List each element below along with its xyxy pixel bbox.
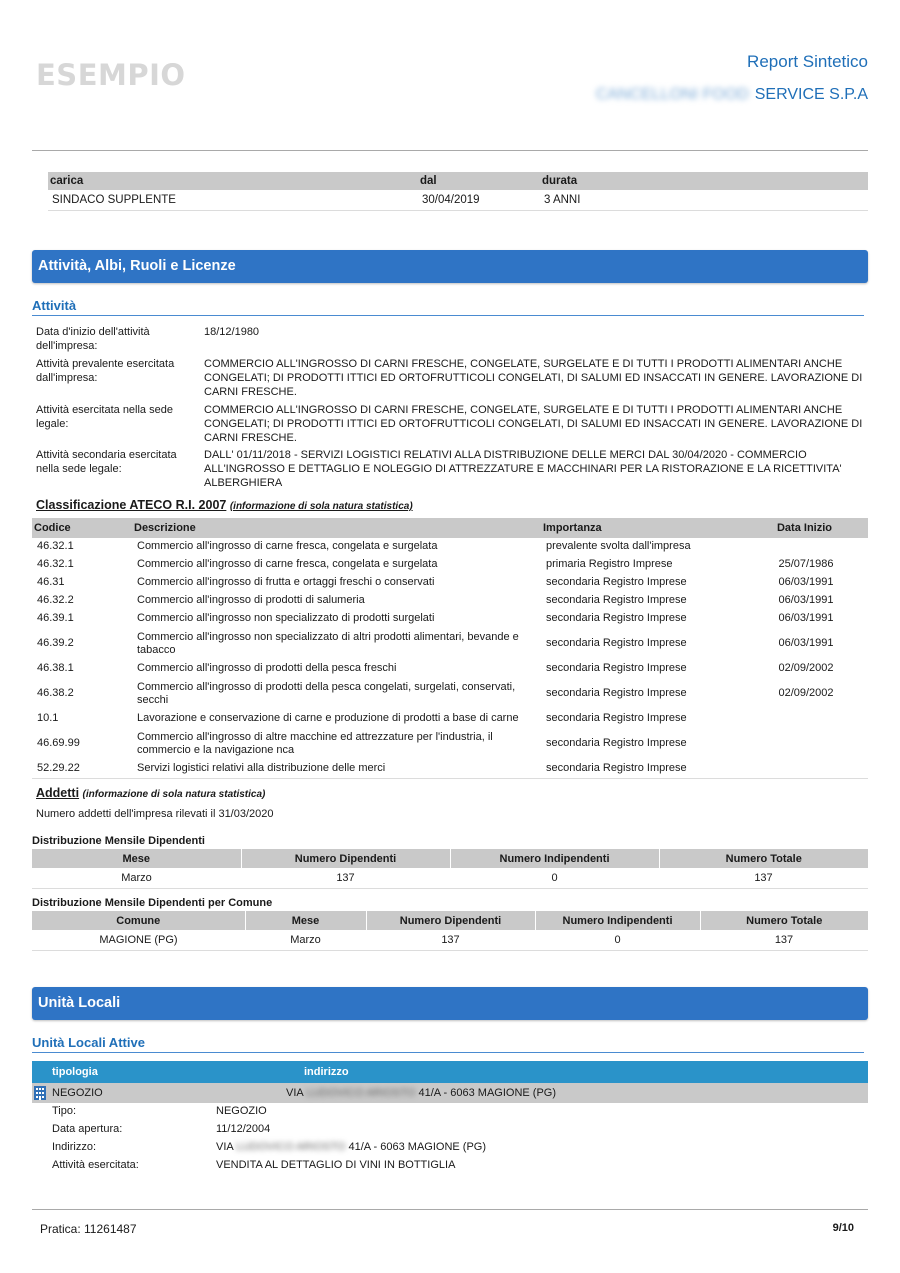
dipendenti-cell: 137 (366, 930, 535, 950)
table-row (32, 556, 868, 574)
codice-cell: 10.1 (37, 712, 59, 725)
descrizione-cell: Commercio all'ingrosso non specializzato di altri prodotti alimentari, bevande e tabacco (137, 630, 519, 656)
ateco-table-header (32, 518, 868, 538)
indipendenti-col-header: Numero Indipendenti (535, 911, 700, 930)
importanza-cell: primaria Registro Imprese (546, 558, 673, 571)
importanza-cell: secondaria Registro Imprese (546, 576, 687, 589)
indirizzo-value (216, 1141, 486, 1153)
table-row (32, 868, 868, 888)
codice-cell: 46.31 (37, 576, 65, 589)
comune-col-header: Comune (32, 911, 245, 930)
codice-cell: 46.38.1 (37, 662, 74, 675)
tipologia-col-header: tipologia (32, 1061, 284, 1083)
codice-cell: 46.32.1 (37, 558, 74, 571)
section-header-attivita: Attività, Albi, Ruoli e Licenze (32, 250, 868, 283)
section-header-unita-locali: Unità Locali (32, 987, 868, 1020)
importanza-cell: secondaria Registro Imprese (546, 687, 687, 700)
descrizione-cell: Commercio all'ingrosso di altre macchine ed attrezzature per l'industria, il commercio e la navigazione nca (137, 730, 493, 756)
ateco-title-text: Classificazione ATECO R.I. 2007 (36, 498, 227, 512)
indirizzo-cell (284, 1083, 868, 1103)
codice-cell: 46.38.2 (37, 687, 74, 700)
unita-locali-divider (32, 1052, 864, 1053)
mese-col-header: Mese (32, 849, 241, 868)
totale-col-header: Numero Totale (659, 849, 868, 868)
dist-comune-header (32, 911, 868, 930)
indirizzo-suffix: 41/A - 6063 MAGIONE (PG) (418, 1087, 557, 1099)
descrizione-cell: Servizi logistici relativi alla distribuzione delle merci (132, 760, 541, 778)
descrizione-col-header: Descrizione (132, 518, 541, 538)
data-inizio-cell: 06/03/1991 (778, 594, 834, 607)
codice-col-header: Codice (32, 518, 132, 538)
importanza-cell: secondaria Registro Imprese (541, 760, 741, 778)
company-name (596, 86, 868, 104)
apertura-label: Data apertura: (52, 1123, 123, 1135)
indirizzo-redacted: LUDOVICO ARIOSTO (236, 1141, 346, 1153)
attivita-divider (32, 315, 864, 316)
descrizione-cell: Lavorazione e conservazione di carne e produzione di prodotti a base di carne (137, 712, 519, 725)
unita-locali-table (32, 1061, 868, 1103)
dal-col-header: dal (420, 175, 437, 187)
dipendenti-col-header: Numero Dipendenti (241, 849, 450, 868)
data-inizio-cell (741, 710, 868, 728)
page-number: 9/10 (832, 1222, 854, 1234)
kv-value: COMMERCIO ALL'INGROSSO DI CARNI FRESCHE, CONGELATE, SURGELATE E DI TUTTI I PRODOTTI ALIMENTARI ANCHE CONGELATI; DI PRODOTTI ITTICI ED ORTOFRUTTICOLI CONGELATI, DI SALUMI ED INSACCATI IN GENERE. LAVORAZIONE DI CARNI FRESCHE. (204, 404, 863, 444)
data-inizio-cell: 02/09/2002 (778, 687, 834, 700)
dipendenti-col-header: Numero Dipendenti (366, 911, 535, 930)
report-title: Report Sintetico (747, 52, 868, 71)
descrizione-cell: Commercio all'ingrosso di prodotti della pesca freschi (137, 662, 397, 675)
tipo-value: NEGOZIO (216, 1105, 267, 1117)
kv-value: COMMERCIO ALL'INGROSSO DI CARNI FRESCHE, CONGELATE, SURGELATE E DI TUTTI I PRODOTTI ALIMENTARI ANCHE CONGELATI; DI PRODOTTI ITTICI ED ORTOFRUTTICOLI CONGELATI, DI SALUMI ED INSACCATI IN GENERE. LAVORAZIONE DI CARNI FRESCHE. (204, 358, 863, 398)
addetti-text: Numero addetti dell'impresa rilevati il 31/03/2020 (36, 808, 274, 820)
descrizione-cell: Commercio all'ingrosso di carne fresca, congelata e surgelata (137, 558, 438, 571)
dist-comune-table (32, 911, 868, 951)
indirizzo-redacted: LUDOVICO ARIOSTO (306, 1087, 416, 1099)
importanza-cell: prevalente svolta dall'impresa (546, 540, 691, 553)
indipendenti-cell: 0 (450, 868, 659, 888)
dal-cell: 30/04/2019 (418, 190, 540, 210)
tipologia-cell: NEGOZIO (32, 1083, 284, 1103)
table-row (32, 628, 868, 660)
data-inizio-cell: 06/03/1991 (778, 637, 834, 650)
carica-col-header: carica (50, 175, 84, 187)
indirizzo-prefix: VIA (216, 1141, 234, 1153)
kv-label: Attività esercitata nella sede legale: (36, 404, 173, 430)
durata-col-header: durata (542, 175, 578, 187)
data-inizio-cell (741, 538, 868, 556)
kv-label: Attività prevalente esercitata dall'impresa: (36, 358, 175, 384)
kv-label: Data d'inizio dell'attività dell'impresa: (36, 326, 150, 352)
data-inizio-cell: 06/03/1991 (778, 576, 834, 589)
importanza-cell: secondaria Registro Imprese (546, 712, 687, 725)
totale-col-header: Numero Totale (700, 911, 868, 930)
table-row (32, 710, 868, 728)
table-row (32, 538, 868, 556)
company-name-redacted: CANCELLONI FOOD (595, 86, 749, 103)
carica-table (48, 172, 868, 211)
importanza-cell: secondaria Registro Imprese (546, 612, 687, 625)
attivita-esercitata-value: VENDITA AL DETTAGLIO DI VINI IN BOTTIGLIA (216, 1159, 456, 1171)
kv-value: DALL' 01/11/2018 - SERVIZI LOGISTICI RELATIVI ALLA DISTRIBUZIONE DELLE MERCI DAL 30/04/2020 - COMMERCIO ALL'INGROSSO E DETTAGLIO E NOLEGGIO DI ATTREZZATURE E MACCHINARI PER LA RISTORAZIONE E LA RICETTIVITA' ALBERGHIERA (204, 449, 842, 489)
durata-cell: 3 ANNI (540, 190, 868, 210)
descrizione-cell: Commercio all'ingrosso di carne fresca, congelata e surgelata (137, 540, 438, 553)
addetti-title-text: Addetti (36, 786, 80, 800)
importanza-cell: secondaria Registro Imprese (546, 737, 687, 750)
codice-cell: 46.32.2 (37, 594, 74, 607)
importanza-cell: secondaria Registro Imprese (546, 637, 687, 650)
importanza-cell: secondaria Registro Imprese (546, 662, 687, 675)
codice-cell: 46.32.1 (37, 540, 74, 553)
table-row (32, 610, 868, 628)
table-row (32, 1083, 868, 1103)
indipendenti-col-header: Numero Indipendenti (450, 849, 659, 868)
header-divider (32, 150, 868, 151)
totale-cell: 137 (659, 868, 868, 888)
codice-cell: 52.29.22 (32, 760, 132, 778)
table-row (32, 574, 868, 592)
table-row (48, 190, 868, 210)
carica-cell: SINDACO SUPPLENTE (48, 190, 418, 210)
tipo-label: Tipo: (52, 1105, 77, 1117)
dist-comune-title: Distribuzione Mensile Dipendenti per Comune (32, 897, 273, 909)
data-inizio-cell (741, 728, 868, 760)
data-inizio-col-header: Data Inizio (741, 518, 868, 538)
descrizione-cell: Commercio all'ingrosso di prodotti di salumeria (137, 594, 365, 607)
attivita-esercitata-label: Attività esercitata: (52, 1159, 139, 1171)
totale-cell: 137 (700, 930, 868, 950)
codice-cell: 46.69.99 (37, 737, 80, 750)
data-inizio-cell: 06/03/1991 (778, 612, 834, 625)
dist-mensile-title: Distribuzione Mensile Dipendenti (32, 835, 205, 847)
indipendenti-cell: 0 (535, 930, 700, 950)
ateco-table (32, 518, 868, 779)
ateco-note: (informazione di sola natura statistica) (229, 501, 413, 512)
comune-cell: MAGIONE (PG) (32, 930, 245, 950)
descrizione-cell: Commercio all'ingrosso non specializzato di prodotti surgelati (137, 612, 435, 625)
unita-locali-subtitle: Unità Locali Attive (32, 1035, 145, 1050)
mese-cell: Marzo (245, 930, 366, 950)
codice-cell: 46.39.2 (37, 637, 74, 650)
building-icon (34, 1086, 46, 1100)
mese-cell: Marzo (32, 868, 241, 888)
indirizzo-col-header: indirizzo (284, 1061, 868, 1083)
watermark: ESEMPIO (36, 58, 186, 92)
dist-mensile-header (32, 849, 868, 868)
pratica-number: Pratica: 11261487 (40, 1222, 137, 1236)
apertura-value: 11/12/2004 (216, 1123, 271, 1135)
dipendenti-cell: 137 (241, 868, 450, 888)
data-inizio-cell: 02/09/2002 (778, 662, 834, 675)
kv-value: 18/12/1980 (204, 326, 260, 338)
importanza-col-header: Importanza (541, 518, 741, 538)
footer-divider (32, 1209, 868, 1210)
company-name-suffix: SERVICE S.P.A (754, 86, 868, 103)
indirizzo-suffix: 41/A - 6063 MAGIONE (PG) (348, 1141, 487, 1153)
addetti-title (36, 786, 265, 800)
importanza-cell: secondaria Registro Imprese (546, 594, 687, 607)
table-row (32, 760, 868, 778)
descrizione-cell: Commercio all'ingrosso di frutta e ortaggi freschi o conservati (137, 576, 435, 589)
carica-table-header (48, 172, 868, 190)
indirizzo-prefix: VIA (286, 1087, 304, 1099)
descrizione-cell: Commercio all'ingrosso di prodotti della pesca congelati, surgelati, conservati, secchi (137, 680, 516, 706)
data-inizio-cell (741, 760, 868, 778)
table-row (32, 660, 868, 678)
table-row (32, 592, 868, 610)
indirizzo-label: Indirizzo: (52, 1141, 97, 1153)
table-row (32, 930, 868, 950)
kv-label: Attività secondaria esercitata nella sede legale: (36, 449, 177, 475)
mese-col-header: Mese (245, 911, 366, 930)
data-inizio-cell: 25/07/1986 (778, 558, 834, 571)
addetti-note: (informazione di sola natura statistica) (82, 789, 266, 800)
table-row (32, 728, 868, 760)
codice-cell: 46.39.1 (37, 612, 74, 625)
dist-mensile-table (32, 849, 868, 889)
attivita-subtitle: Attività (32, 298, 77, 313)
ateco-title (36, 498, 413, 512)
table-row (32, 678, 868, 710)
unita-locali-header (32, 1061, 868, 1083)
